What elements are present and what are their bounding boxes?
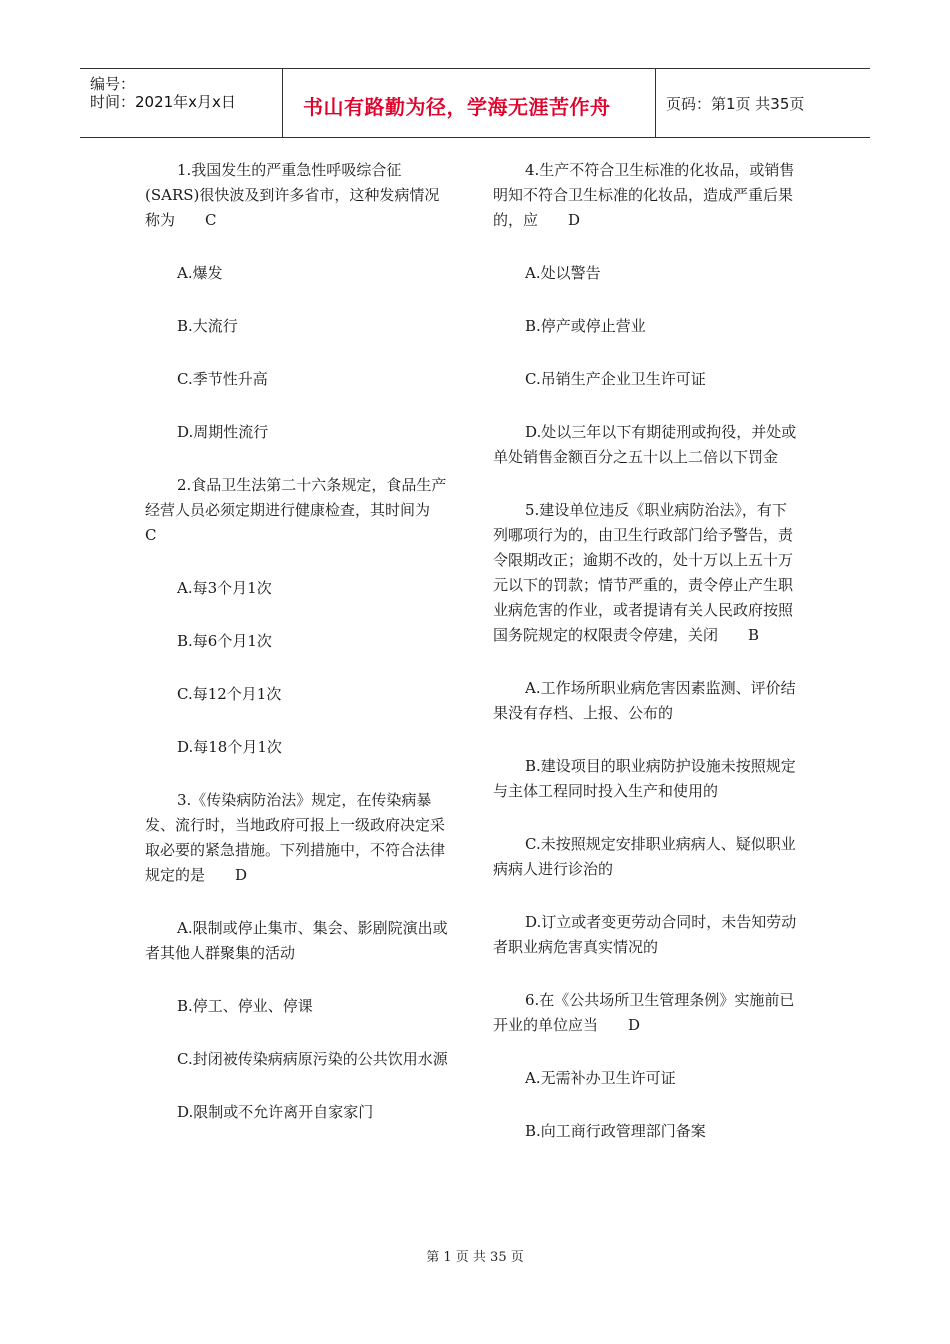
serial-label: 编号： (90, 75, 136, 93)
answer-option: A.每3个月1次 (177, 579, 272, 597)
time-label: 时间：2021年x月x日 (90, 93, 236, 111)
right-column (493, 158, 798, 1172)
answer-option: C.未按照规定安排职业病病人、疑似职业病病人进行诊治的 (493, 835, 796, 878)
question-text: 1.我国发生的严重急性呼吸综合征(SARS)很快波及到许多省市，这种发病情况称为 C (145, 161, 440, 229)
page-footer: 第 1 页 共 35 页 (426, 1250, 524, 1265)
answer-option: A.处以警告 (525, 264, 601, 282)
question-text: 5.建设单位违反《职业病防治法》，有下列哪项行为的，由卫生行政部门给予警告，责令限期改正；逾期不改的，处十万以上五十万元以下的罚款；情节严重的，责令停止产生职业病危害的作业，或者提请有关人民政府按照国务院规定的权限责令停建，关闭 B (493, 501, 794, 644)
answer-option: D.处以三年以下有期徒刑或拘役，并处或单处销售金额百分之五十以上二倍以下罚金 (493, 423, 797, 466)
question-text: 4.生产不符合卫生标准的化妆品，或销售明知不符合卫生标准的化妆品，造成严重后果的，应 D (493, 161, 795, 229)
answer-option: C.季节性升高 (177, 370, 268, 388)
header-motto-cell (283, 69, 656, 137)
answer-option: A.爆发 (177, 264, 223, 282)
answer-option: C.封闭被传染病病原污染的公共饮用水源 (177, 1050, 448, 1068)
answer-option: C.每12个月1次 (177, 685, 282, 703)
answer-option: D.限制或不允许离开自家家门 (177, 1103, 374, 1121)
page-header (80, 68, 870, 138)
question-text: 6.在《公共场所卫生管理条例》实施前已开业的单位应当 D (493, 991, 795, 1034)
answer-option: D.每18个月1次 (177, 738, 282, 756)
header-page-cell (656, 69, 870, 137)
question-text: 3.《传染病防治法》规定，在传染病暴发、流行时，当地政府可报上一级政府决定采取必要的紧急措施。下列措施中，不符合法律规定的是 D (145, 791, 446, 884)
motto-text: 书山有路勤为径，学海无涯苦作舟 (303, 95, 611, 119)
answer-option: B.每6个月1次 (177, 632, 272, 650)
answer-option: A.限制或停止集市、集会、影剧院演出或者其他人群聚集的活动 (145, 919, 448, 962)
answer-option: A.无需补办卫生许可证 (525, 1069, 676, 1087)
answer-option: A.工作场所职业病危害因素监测、评价结果没有存档、上报、公布的 (493, 679, 796, 722)
answer-option: B.建设项目的职业病防护设施未按照规定与主体工程同时投入生产和使用的 (493, 757, 796, 800)
answer-option: C.吊销生产企业卫生许可证 (525, 370, 706, 388)
answer-option: B.停产或停止营业 (525, 317, 646, 335)
answer-option: B.向工商行政管理部门备案 (525, 1122, 706, 1140)
answer-option: B.大流行 (177, 317, 238, 335)
header-meta-cell (80, 69, 283, 137)
page-info: 页码：第1页 共35页 (666, 95, 805, 113)
question-text: 2.食品卫生法第二十六条规定，食品生产经营人员必须定期进行健康检查，其时间为 C (145, 476, 461, 544)
answer-option: D.订立或者变更劳动合同时，未告知劳动者职业病危害真实情况的 (493, 913, 797, 956)
answer-option: D.周期性流行 (177, 423, 269, 441)
answer-option: B.停工、停业、停课 (177, 997, 313, 1015)
left-column (145, 158, 461, 1153)
